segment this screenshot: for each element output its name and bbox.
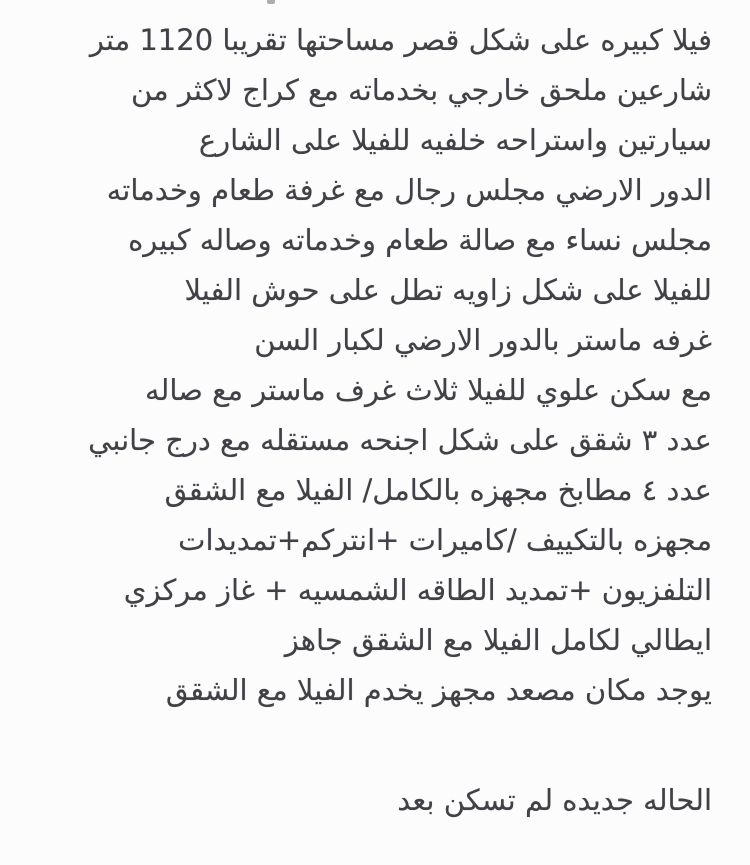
text-line: ايطالي لكامل الفيلا مع الشقق جاهز [284, 623, 712, 657]
text-line: سيارتين واستراحه خلفيه للفيلا على الشارع [198, 123, 712, 157]
status-line: الحاله جديده لم تسكن بعد [397, 783, 712, 817]
text-line: التلفزيون +تمديد الطاقه الشمسيه + غاز مركزي [123, 573, 712, 607]
text-line: مجهزه بالتكييف /كاميرات +انتركم+تمديدات [178, 523, 712, 557]
text-line: مجلس نساء مع صالة طعام وخدماته وصاله كبيره [128, 223, 712, 257]
text-line: مع سكن علوي للفيلا ثلاث غرف ماستر مع صاله [145, 373, 712, 407]
text-line: عدد ٣ شقق على شكل اجنحه مستقله مع درج جانبي [88, 423, 712, 457]
text-line: عدد ٤ مطابخ مجهزه بالكامل/ الفيلا مع الشقق [164, 473, 712, 507]
text-line: فيلا كبيره على شكل قصر مساحتها تقريبا 1120 متر [89, 23, 712, 57]
text-line: يوجد مكان مصعد مجهز يخدم الفيلا مع الشقق [165, 673, 712, 707]
cropped-text-artifact [267, 0, 275, 4]
text-line: شارعين ملحق خارجي بخدماته مع كراج لاكثر من [131, 73, 712, 107]
text-line: للفيلا على شكل زاويه تطل على حوش الفيلا [184, 273, 712, 307]
text-line: الدور الارضي مجلس رجال مع غرفة طعام وخدماته [106, 173, 712, 207]
text-line: غرفه ماستر بالدور الارضي لكبار السن [254, 323, 712, 357]
